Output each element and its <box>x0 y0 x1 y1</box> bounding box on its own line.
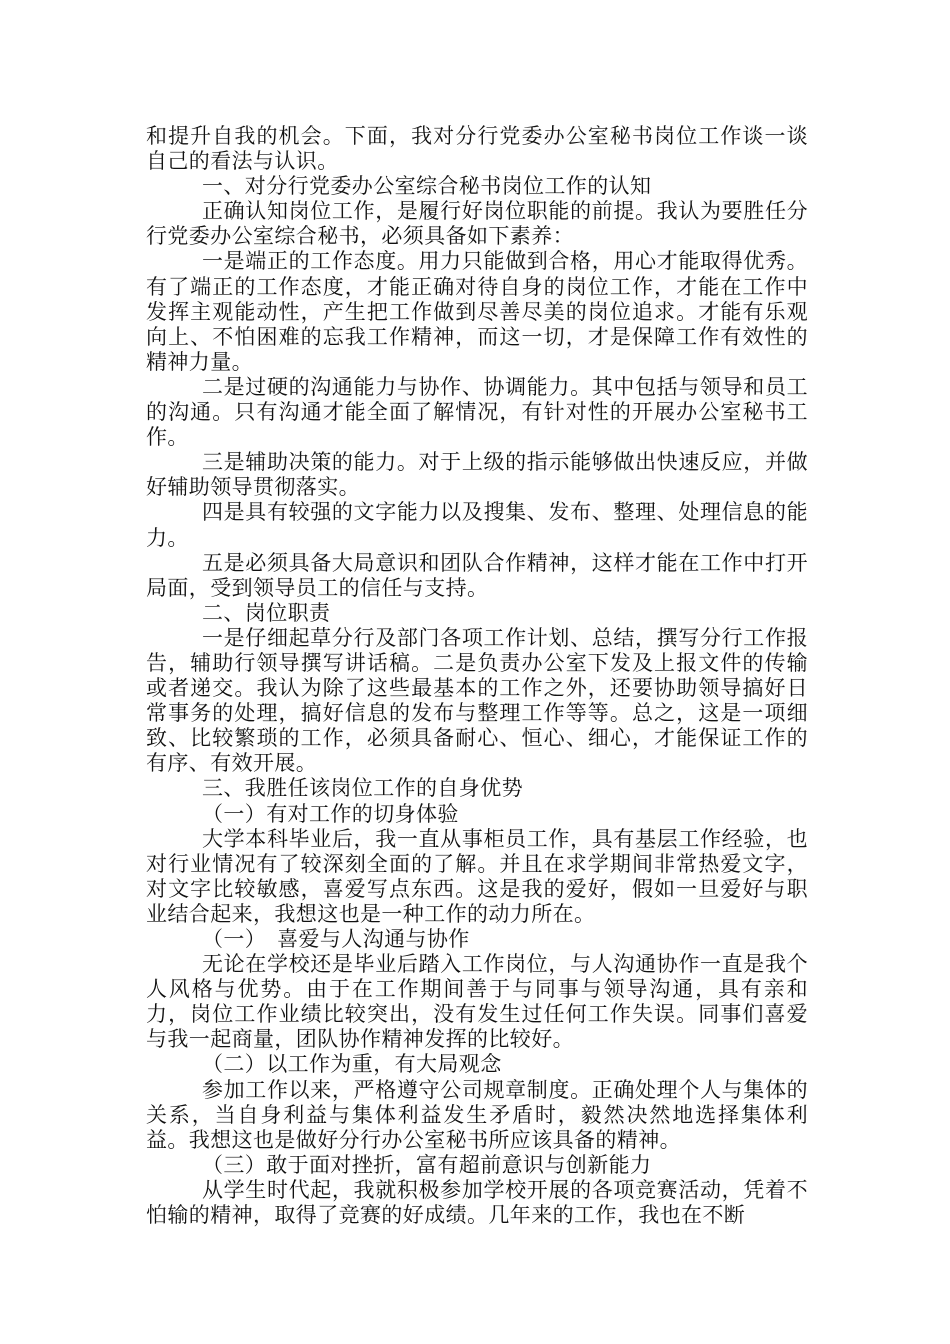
section-heading: 二、岗位职责 <box>202 600 331 625</box>
paragraph: 一是端正的工作态度。用力只能做到合格，用心才能取得优秀。有了端正的工作态度，才能正确对待自身的岗位工作，才能在工作中发挥主观能动性，产生把工作做到尽善尽美的岗位追求。才能有乐观向上、不怕困难的忘我工作精神，而这一切，才是保障工作有效性的精神力量。 <box>146 249 808 374</box>
subsection-heading: （一） 喜爱与人沟通与协作 <box>202 927 470 951</box>
paragraph: 四是具有较强的文字能力以及搜集、发布、整理、处理信息的能力。 <box>146 500 808 550</box>
paragraph: 五是必须具备大局意识和团队合作精神，这样才能在工作中打开局面，受到领导员工的信任与支持。 <box>146 550 808 600</box>
paragraph: 从学生时代起，我就积极参加学校开展的各项竞赛活动，凭着不怕输的精神，取得了竞赛的好成绩。几年来的工作，我也在不断 <box>146 1177 808 1228</box>
subsection-heading: （三）敢于面对挫折，富有超前意识与创新能力 <box>202 1152 652 1177</box>
subsection-heading: （一）有对工作的切身体验 <box>202 801 459 826</box>
section-heading: 三、我胜任该岗位工作的自身优势 <box>202 776 523 801</box>
paragraph: 大学本科毕业后，我一直从事柜员工作，具有基层工作经验，也对行业情况有了较深刻全面的了解。并且在求学期间非常热爱文字，对文字比较敏感，喜爱写点东西。这是我的爱好，假如一旦爱好与职业结合起来，我想这也是一种工作的动力所在。 <box>146 826 808 926</box>
paragraph: 一是仔细起草分行及部门各项工作计划、总结，撰写分行工作报 告，辅助行领导撰写讲话稿。二是负责办公室下发及上报文件的传输或者递交。我认为除了这些最基本的工作之外，还要协助领导搞好日常事务的处理，搞好信息的发布与整理工作等等。总之，这是一项细致、比较繁琐的工作，必须具备耐心、恒心、细心，才能保证工作的有序、有效开展。 <box>146 625 830 776</box>
paragraph: 三是辅助决策的能力。对于上级的指示能够做出快速反应，并做好辅助领导贯彻落实。 <box>146 450 808 500</box>
section-heading: 一、对分行党委办公室综合秘书岗位工作的认知 <box>202 174 652 199</box>
paragraph: 和提升自我的机会。下面，我对分行党委办公室秘书岗位工作谈一谈自己的看法与认识。 <box>146 124 808 174</box>
subsection-heading: （二）以工作为重，有大局观念 <box>202 1052 502 1077</box>
paragraph: 正确认知岗位工作，是履行好岗位职能的前提。我认为要胜任分行党委办公室综合秘书，必须具备如下素养： <box>146 199 808 249</box>
document-body <box>146 124 830 1228</box>
paragraph: 参加工作以来，严格遵守公司规章制度。正确处理个人与集体的关系，当自身利益与集体利益发生矛盾时，毅然决然地选择集体利益。我想这也是做好分行办公室秘书所应该具备的精神。 <box>146 1077 808 1152</box>
paragraph: 无论在学校还是毕业后踏入工作岗位，与人沟通协作一直是我个人风格与优势。由于在工作期间善于与同事与领导沟通，具有亲和力，岗位工作业绩比较突出，没有发生过任何工作失误。同事们喜爱与我一起商量，团队协作精神发挥的比较好。 <box>146 952 808 1052</box>
paragraph: 二是过硬的沟通能力与协作、协调能力。其中包括与领导和员工的沟通。只有沟通才能全面了解情况，有针对性的开展办公室秘书工作。 <box>146 374 808 450</box>
